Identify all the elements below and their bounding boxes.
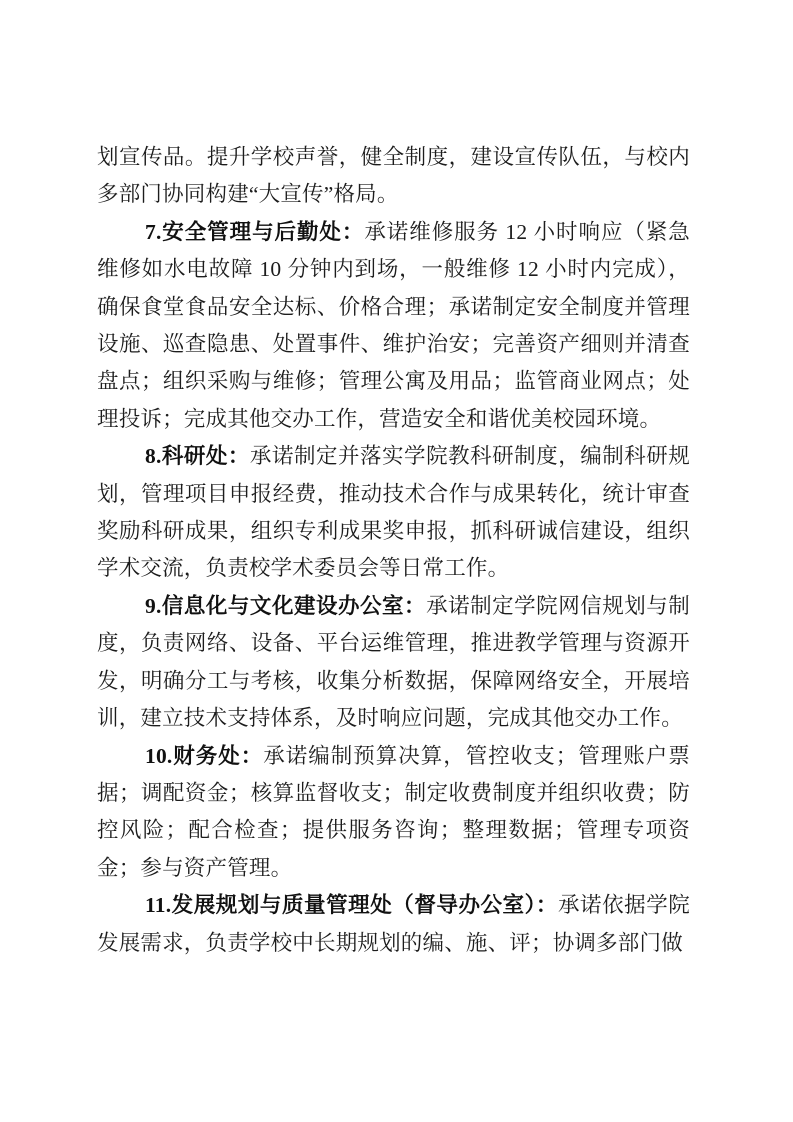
paragraph-heading: 9.信息化与文化建设办公室： [145,593,427,618]
paragraph-heading: 7.安全管理与后勤处： [145,219,365,244]
paragraph-body: 承诺依据学院发展需求，负责学校中长期规划的编、施、评；协调多部门做 [97,893,691,955]
paragraph-body: 承诺制定并落实学院教科研制度，编制科研规划，管理项目申报经费，推动技术合作与成果转化，统计审查奖励科研成果，组织专利成果奖申报，抓科研诚信建设，组织学术交流，负责校学术委员会等日常工作。 [97,444,690,581]
paragraph-planning-quality-office [97,887,690,962]
paragraph-body: 承诺维修服务 12 小时响应（紧急维修如水电故障 10 分钟内到场，一般维修 12 小时内完成），确保食堂食品安全达标、价格合理；承诺制定安全制度并管理设施、巡查隐患、处置事件、维护治安；完善资产细则并清查盘点；组织采购与维修；管理公寓及用品；监管商业网点；处理投诉；完成其他交办工作，营造安全和谐优美校园环境。 [97,219,691,431]
paragraph-body: 承诺制定学院网信规划与制度，负责网络、设备、平台运维管理，推进教学管理与资源开发，明确分工与考核，收集分析数据，保障网络安全，开展培训，建立技术支持体系，及时响应问题，完成其他交办工作。 [97,593,690,731]
paragraph-security-logistics [97,214,690,438]
paragraph-body: 划宣传品。提升学校声誉，健全制度，建设宣传队伍，与校内多部门协同构建“大宣传”格局。 [97,145,690,207]
paragraph-heading: 11.发展规划与质量管理处（督导办公室）： [145,893,558,918]
paragraph-body: 承诺编制预算决算，管控收支；管理账户票据；调配资金；核算监督收支；制定收费制度并组织收费；防控风险；配合检查；提供服务咨询；整理数据；管理专项资金；参与资产管理。 [97,743,690,880]
paragraph-research-office [97,438,690,588]
paragraph-heading: 8.科研处： [145,444,250,469]
paragraph-it-culture-office [97,588,690,738]
paragraph-continuation [97,139,690,214]
paragraph-finance-office [97,738,690,888]
paragraph-heading: 10.财务处： [145,743,264,768]
